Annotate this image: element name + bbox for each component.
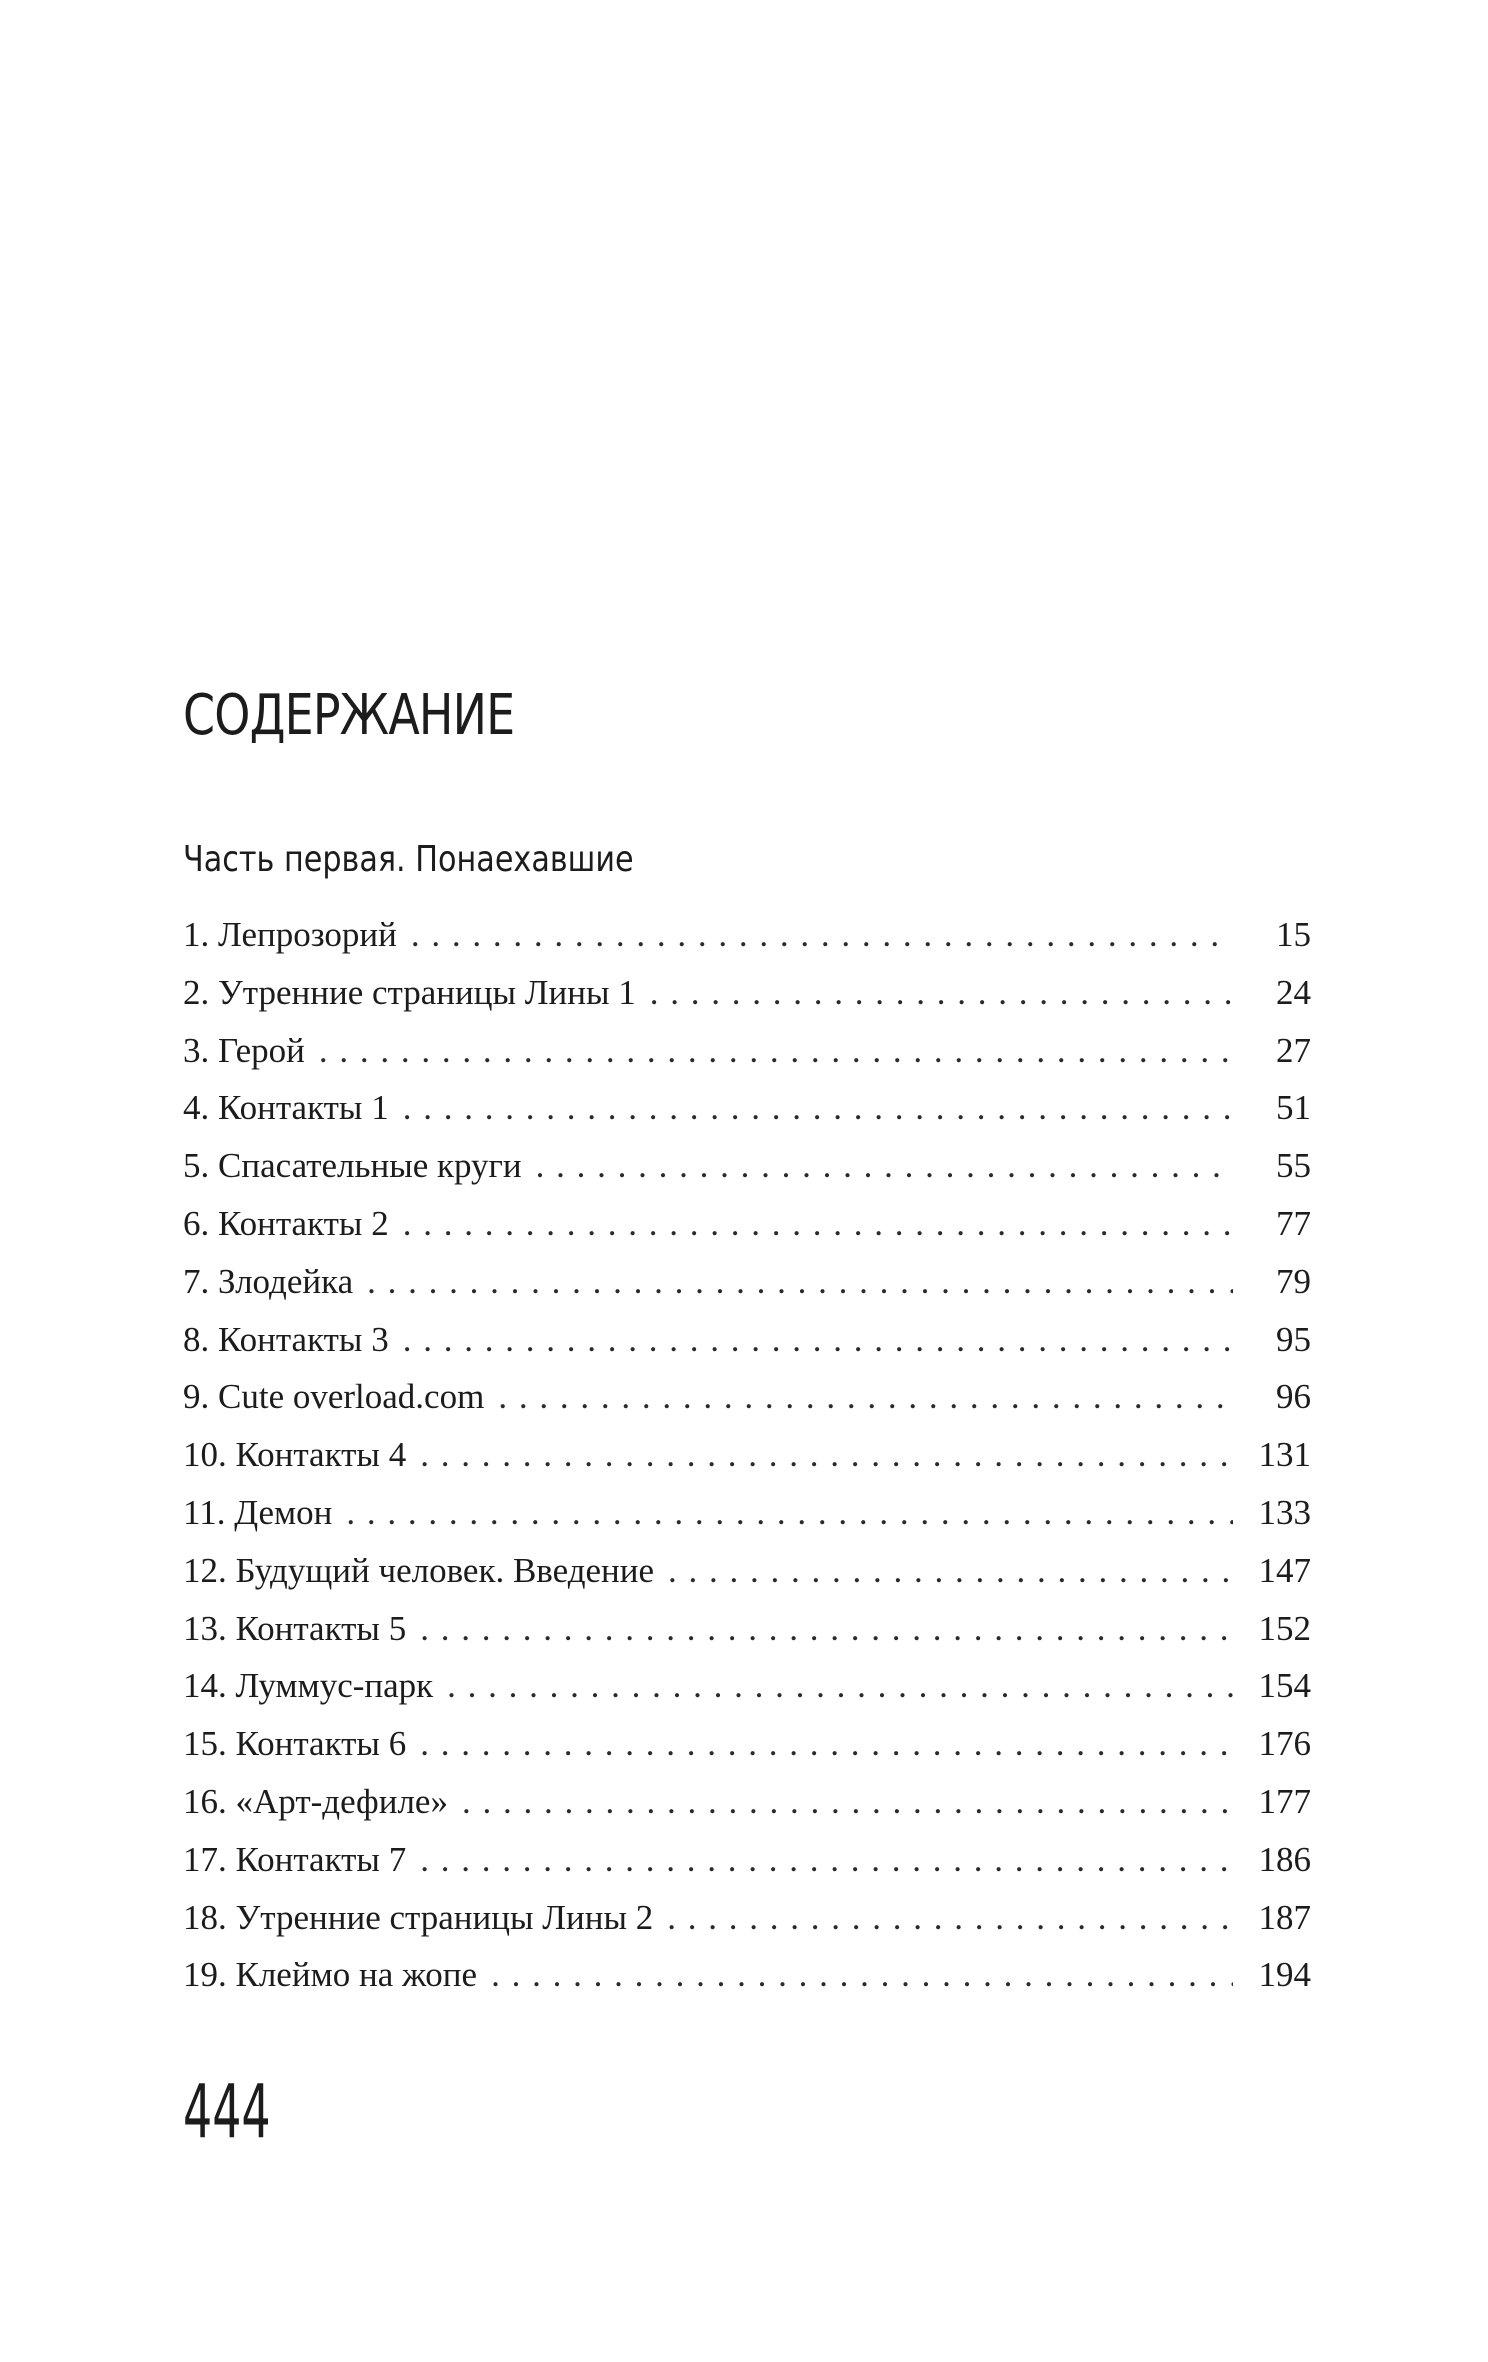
dot-leader: [536, 1148, 1233, 1184]
toc-entry[interactable]: [183, 1609, 1311, 1667]
dot-leader: [420, 1842, 1233, 1878]
toc-entry-page: 194: [1258, 1955, 1311, 1995]
dot-leader: [319, 1033, 1233, 1069]
toc-entry-title: 18. Утренние страницы Лины 2: [183, 1897, 654, 1937]
toc-entry[interactable]: [183, 1031, 1311, 1089]
toc-entry[interactable]: [183, 1262, 1311, 1320]
dot-leader: [367, 1264, 1233, 1300]
dot-leader: [420, 1726, 1233, 1762]
toc-entry-title: 19. Клеймо на жопе: [183, 1955, 478, 1995]
toc-entry[interactable]: [183, 1493, 1311, 1551]
toc-entry-title: 10. Контакты 4: [183, 1435, 407, 1475]
toc-entry-page: 152: [1258, 1608, 1311, 1648]
page-title: СОДЕРЖАНИЕ: [183, 683, 515, 748]
dot-leader: [668, 1553, 1233, 1589]
toc-entry-page: 51: [1276, 1088, 1311, 1128]
toc-entry-title: 3. Герой: [183, 1030, 305, 1070]
dot-leader: [403, 1090, 1233, 1126]
toc-entry-page: 177: [1258, 1781, 1311, 1821]
dot-leader: [411, 917, 1233, 953]
toc-entry[interactable]: [183, 973, 1311, 1031]
toc-entry-page: 154: [1258, 1666, 1311, 1706]
toc-entry-title: 1. Лепрозорий: [183, 915, 397, 954]
toc-entry-title: 14. Луммус-парк: [183, 1666, 434, 1706]
toc-entry-title: 17. Контакты 7: [183, 1839, 407, 1879]
toc-entry-page: 15: [1276, 915, 1311, 954]
toc-entry-page: 176: [1258, 1724, 1311, 1764]
toc-entry-page: 79: [1276, 1261, 1311, 1301]
toc-entry-page: 27: [1276, 1030, 1311, 1070]
toc-entry-title: 8. Контакты 3: [183, 1319, 389, 1359]
dot-leader: [498, 1379, 1233, 1415]
part-heading: Часть первая. Понаехавшие: [183, 839, 634, 880]
toc-entry-title: 6. Контакты 2: [183, 1203, 389, 1243]
toc-entry-title: 9. Cute overload.com: [183, 1377, 485, 1417]
toc-entry-title: 5. Спасательные круги: [183, 1146, 522, 1186]
page-number: 444: [183, 2069, 271, 2155]
toc-entry[interactable]: [183, 1320, 1311, 1378]
toc-entry[interactable]: [183, 1146, 1311, 1204]
dot-leader: [667, 1900, 1233, 1936]
toc-entry-page: 95: [1276, 1319, 1311, 1359]
toc-entry[interactable]: [183, 1377, 1311, 1435]
toc-entry[interactable]: [183, 1955, 1311, 2013]
toc-entry-page: 187: [1258, 1897, 1311, 1937]
toc-entry[interactable]: [183, 1088, 1311, 1146]
toc-entry[interactable]: [183, 1782, 1311, 1840]
toc-entry[interactable]: [183, 1840, 1311, 1898]
toc-entry-page: 131: [1258, 1435, 1311, 1475]
dot-leader: [491, 1957, 1233, 1993]
toc-entry-title: 12. Будущий человек. Введение: [183, 1550, 655, 1590]
toc-entry[interactable]: [183, 1666, 1311, 1724]
toc-entry[interactable]: [183, 1435, 1311, 1493]
toc-entry-title: 13. Контакты 5: [183, 1608, 407, 1648]
toc-entry-page: 77: [1276, 1203, 1311, 1243]
toc-entry-title: 7. Злодейка: [183, 1261, 354, 1301]
toc-entry-title: 15. Контакты 6: [183, 1724, 407, 1764]
toc-entry-page: 24: [1276, 972, 1311, 1012]
dot-leader: [420, 1611, 1233, 1647]
dot-leader: [403, 1322, 1233, 1358]
toc-entry-page: 55: [1276, 1146, 1311, 1186]
toc-entry-title: 16. «Арт-дефиле»: [183, 1781, 448, 1821]
dot-leader: [420, 1437, 1233, 1473]
toc-entry-page: 186: [1258, 1839, 1311, 1879]
toc-entry-page: 133: [1258, 1492, 1311, 1532]
dot-leader: [346, 1495, 1233, 1531]
toc-entry[interactable]: [183, 1204, 1311, 1262]
toc-entry-page: 147: [1258, 1550, 1311, 1590]
table-of-contents: [183, 915, 1311, 2013]
toc-entry-title: 11. Демон: [183, 1492, 333, 1532]
toc-entry-page: 96: [1276, 1377, 1311, 1417]
toc-entry[interactable]: [183, 1898, 1311, 1956]
toc-entry-title: 2. Утренние страницы Лины 1: [183, 972, 636, 1012]
dot-leader: [403, 1206, 1233, 1242]
dot-leader: [447, 1668, 1233, 1704]
dot-leader: [650, 975, 1233, 1011]
dot-leader: [462, 1784, 1233, 1820]
toc-entry[interactable]: [183, 915, 1311, 973]
toc-entry[interactable]: [183, 1551, 1311, 1609]
toc-entry[interactable]: [183, 1724, 1311, 1782]
toc-entry-title: 4. Контакты 1: [183, 1088, 389, 1128]
